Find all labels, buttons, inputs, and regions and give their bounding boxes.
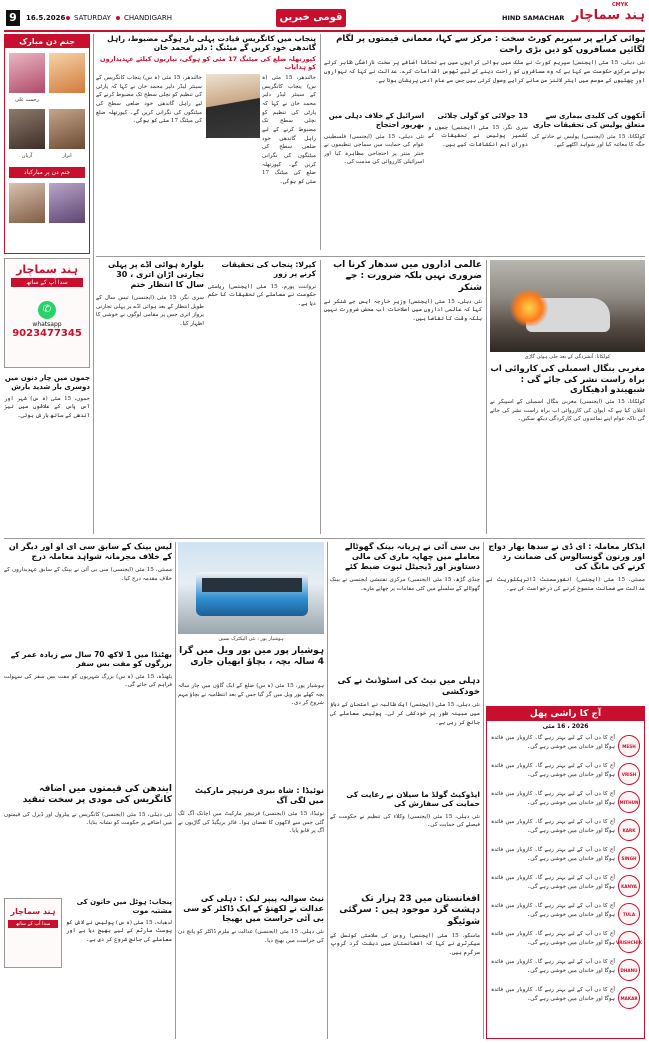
police-story: [428, 112, 528, 252]
ad-box: [4, 258, 90, 368]
body: ہوشیار پور، 15 مئی (ہ س) ضلع کے ایک گاؤں میں چار سالہ بچہ کھلے بور ویل میں گر گیا جس کے بعد انتظامیہ نے بچاؤ مہم شروع کر دی۔: [178, 683, 324, 707]
section-title: قومی خبریں: [276, 9, 346, 27]
zodiac-text: آج کا دن آپ کے لیے بہتر رہے گا۔ کاروبار میں فائدہ ہوگا اور خاندان میں خوشی رہے گی۔: [491, 791, 615, 806]
column-rule: [93, 34, 94, 534]
column-rule: [327, 542, 328, 1039]
body: نئی دہلی، 15 مئی (ایجنسی) ایک طالبہ نے امتحان کے دباؤ میں مبینہ طور پر خودکشی کر لی۔ پولیس معاملے کی جانچ کر رہی ہے۔: [330, 702, 480, 726]
headline: افغانستان میں 23 ہزار تک دہشت گرد موجود ہیں : سرگئی شوئیگو: [339, 894, 480, 927]
haryana-story: [330, 542, 480, 672]
whatsapp-icon: ✆: [38, 301, 56, 319]
ad-brand: ہند سماچار: [16, 263, 78, 276]
fuel-story: [4, 784, 172, 894]
birthday-name: رحمت علی: [15, 97, 39, 103]
zodiac-sign-icon: KARK: [618, 819, 640, 841]
ed-story: [486, 542, 645, 702]
body: نئی دہلی، 15 مئی (ایجنسی) وزیر خارجہ ایس جے شنکر نے کہا کہ عالمی اداروں میں اصلاحات اب محض ضرورت نہیں بلکہ وقت کا تقاضا ہیں۔: [324, 298, 482, 323]
bullet-icon: [116, 16, 120, 20]
horoscope-date: 2026 ، 16 مئی: [542, 723, 589, 730]
zodiac-row: [491, 788, 640, 816]
headline: ہوشیار پور میں بور ویل میں گرا 4 سالہ بچہ ، بچاؤ ابھیان جاری: [179, 646, 324, 668]
zodiac-sign-icon: MESH: [618, 735, 640, 757]
zodiac-text: آج کا دن آپ کے لیے بہتر رہے گا۔ کاروبار میں فائدہ ہوگا اور خاندان میں خوشی رہے گی۔: [491, 987, 615, 1002]
body: ماسکو، 15 مئی (ایجنسی) روس کی سلامتی کونسل کے سیکرٹری نے کہا کہ افغانستان میں دہشت گرد گروپ سرگرم ہیں۔: [330, 932, 480, 957]
zodiac-sign-icon: VRISHCHIK: [618, 931, 640, 953]
body: نئی دہلی، 15 مئی (ایجنسی) فلسطینی عوام کی حمایت میں سماجی تنظیموں نے جنتر منتر پر احتجاجی مظاہرہ کیا اور اسرائیلی کارروائی کی مذمت کی۔: [324, 133, 424, 166]
zodiac-row: [491, 844, 640, 872]
body: جالندھر، 15 مئی (ہ س) پنجاب کانگریس کے سینئر لیڈر دلیر محمد خان نے کہا کہ پارٹی کی تنظیم کو نچلی سطح تک مضبوط کرنے کے لیے راہل گاندھی خود ضلعی سطح کی میٹنگوں کی نگرانی کریں گے۔ کپورتھلہ ضلع کی میٹنگ 17 مئی کو ہوگی۔: [262, 75, 316, 185]
body: سری نگر، 15 مئی (ایجنسی) جموں و کشمیر پولیس نے تحقیقات کے دوران اہم انکشافات کیے ہیں۔: [428, 124, 528, 149]
headline: ایڈکار معاملہ : ای ڈی نے سدھا بھار دواج اور ورنون گونسالوس کی ضمانت رد کرنے کی مانگ کی: [488, 542, 645, 571]
bullet-icon: [66, 16, 70, 20]
zodiac-list: [487, 732, 644, 1012]
zodiac-text: آج کا دن آپ کے لیے بہتر رہے گا۔ کاروبار میں فائدہ ہوگا اور خاندان میں خوشی رہے گی۔: [491, 903, 615, 918]
photo-caption: ہوشیار پور : نئی الیکٹرک بسیں: [218, 636, 284, 642]
headline: مغربی بنگال اسمبلی کی کاروائی اب براہ راست نشر کی جائے گی : شبھیندو ادھیکاری: [490, 364, 645, 396]
airport-story: [96, 260, 204, 534]
hotel-story: [66, 898, 172, 1039]
row-rule: [96, 256, 645, 257]
burnt-car-photo: [490, 260, 645, 352]
page-number: 9: [6, 10, 20, 26]
headline: نوئیڈا : شاہ بیری فرنیچر مارکیٹ میں لگی آگ: [194, 786, 324, 805]
electric-bus-photo: [178, 542, 324, 634]
zodiac-sign-icon: MAKAR: [618, 987, 640, 1009]
paper-name-en: HIND SAMACHAR: [502, 14, 565, 22]
bengal-story: [490, 260, 645, 534]
fire-flame: [510, 290, 548, 326]
birthday-photo: [49, 109, 85, 149]
headline: بی سی آئی نے ہریانہ بینک گھوٹالے معاملے میں چھاپہ ماری کی مالی دستاویز اور ڈیجیٹل ثبوت ضبط کئے: [344, 542, 480, 571]
headline: کیرلا: پنجاب کی تحقیقات کرنے پر زور: [221, 260, 316, 279]
headline: اسرائیل کے خلاف دہلی میں بھرپور احتجاج: [328, 112, 424, 129]
headline: عالمی اداروں میں سدھار کرنا اب ضروری نہیں بلکہ ضرورت : جے شنکر: [333, 260, 482, 293]
ad-phone: 9023477345: [12, 328, 82, 339]
pension-story: [324, 260, 482, 534]
zodiac-row: [491, 760, 640, 788]
column-rule: [483, 542, 484, 1039]
protest-story: [324, 112, 424, 252]
zodiac-text: آج کا دن آپ کے لیے بہتر رہے گا۔ کاروبار میں فائدہ ہوگا اور خاندان میں خوشی رہے گی۔: [491, 763, 615, 778]
zodiac-text: آج کا دن آپ کے لیے بہتر رہے گا۔ کاروبار میں فائدہ ہوگا اور خاندان میں خوشی رہے گی۔: [491, 931, 615, 946]
zodiac-row: [491, 956, 640, 984]
car-story: [532, 112, 645, 252]
lead-story: [324, 34, 645, 110]
court-story: [178, 894, 324, 1039]
afghan-story: [330, 894, 480, 1039]
zodiac-text: آج کا دن آپ کے لیے بہتر رہے گا۔ کاروبار میں فائدہ ہوگا اور خاندان میں خوشی رہے گی۔: [491, 959, 615, 974]
zodiac-text: آج کا دن آپ کے لیے بہتر رہے گا۔ کاروبار میں فائدہ ہوگا اور خاندان میں خوشی رہے گی۔: [491, 735, 615, 750]
leader-photo: [206, 74, 260, 138]
zodiac-row: [491, 900, 640, 928]
horoscope-title: آج کا راشی پھل: [487, 707, 644, 721]
body: نوئیڈا، 15 مئی (ایجنسی) فرنیچر مارکیٹ میں اچانک آگ لگ گئی جس سے لاکھوں کا نقصان ہوا۔ فائر بریگیڈ کی گاڑیوں نے آگ پر قابو پایا۔: [178, 811, 324, 835]
zodiac-row: [491, 872, 640, 900]
row-rule: [4, 538, 645, 539]
zodiac-sign-icon: KANYA: [618, 875, 640, 897]
ad-tagline: سدا آپ کے ساتھ: [11, 278, 83, 287]
zodiac-text: آج کا دن آپ کے لیے بہتر رہے گا۔ کاروبار میں فائدہ ہوگا اور خاندان میں خوشی رہے گی۔: [491, 875, 615, 890]
body: ترواننت پورم، 15 مئی (ایجنسی) ریاستی حکومت نے معاملے کی تحقیقات کا حکم دیا ہے۔: [208, 283, 316, 308]
birthday-name: ابرار: [62, 153, 72, 159]
masthead: [0, 0, 649, 34]
headline: ایندھن کی قیمتوں میں اضافہ کانگریس کی مودی پر سخت تنقید: [22, 784, 172, 806]
body: سری نگر، 15 مئی (ایجنسی) تیس سال کے طویل انتظار کے بعد ہوائی اڈے پر پہلی تجارتی پرواز اتری جس پر مقامی لوگوں نے خوشی کا اظہار کیا۔: [96, 295, 204, 327]
ad-tagline: سدا آپ کے ساتھ: [8, 920, 58, 928]
photo-caption: کولکاتا: آتشزدگی کے بعد جلی ہوئی گاڑی: [524, 354, 611, 360]
tax-story: [4, 542, 172, 646]
body: لدھیانہ، 15 مئی (ہ س) پولیس نے لاش کو پوسٹ مارٹم کے لیے بھیج دیا ہے اور معاملے کی جانچ شروع کر دی ہے۔: [66, 919, 172, 943]
zodiac-sign-icon: DHANU: [618, 959, 640, 981]
bus-window: [202, 578, 302, 592]
body: نئی دہلی، 15 مئی (ایجنسی) کانگریس نے پیٹرول اور ڈیزل کی قیمتوں میں اضافے پر حکومت کو نشانہ بنایا۔: [4, 811, 172, 827]
body: کولکاتا، 15 مئی (ایجنسی) مغربی بنگال اسمبلی کے اسپیکر نے اعلان کیا ہے کہ ایوان کی کارروائی اب براہ راست نشر کی جائے گی تاکہ عوام اپنے نمائندوں کی کارکردگی دیکھ سکیں۔: [490, 399, 645, 423]
headline: بھٹنڈا میں 1 لاکھ 70 سال سے زیادہ عمر کے بزرگوں کو مفت بس سفر: [10, 650, 172, 669]
paper-logo: ہند سماچار: [571, 8, 645, 23]
header-rule: [4, 30, 645, 32]
kerala-story: [208, 260, 316, 534]
headline: ہوائی کرایے پر سپریم کورٹ سخت : مرکز سے کہا، معمانی قیمتوں پر لگام لگائیں مسافروں کو دیں بڑی راحت: [336, 34, 645, 55]
zodiac-row: [491, 816, 640, 844]
birthday-photo: [9, 109, 45, 149]
headline: دہلی میں نیٹ کی اسٹوڈنٹ نے کی خودکشی: [337, 676, 480, 697]
body: نئی دہلی، 15 مئی (ایجنسی) سپریم کورٹ نے ملک میں ہوائی کرایوں میں بے تحاشا اضافے پر سخت ناراضگی ظاہر کرتے ہوئے مرکزی حکومت سے کہا ہے کہ وہ مسافروں کو راحت دینے کے لیے ٹھوس اقدامات کرے۔ عدالت نے کہا کہ تہواروں اور چھٹیوں کے موسم میں ایئر لائنز من مانے کرایے وصول کرتی ہیں جس سے عام آدمی پریشان ہوتا ہے۔: [324, 60, 645, 84]
headline: 13 جولائی کو گولی چلائی: [437, 112, 528, 120]
zodiac-text: آج کا دن آپ کے لیے بہتر رہے گا۔ کاروبار میں فائدہ ہوگا اور خاندان میں خوشی رہے گی۔: [491, 847, 615, 862]
body: جالندھر، 15 مئی (ہ س) پنجاب کانگریس کے سینئر لیڈر دلیر محمد خان نے کہا کہ پارٹی کی تنظیم کو نچلی سطح تک مضبوط کرنے کے لیے راہل گاندھی خود ضلعی سطح کی میٹنگوں کی نگرانی کریں گے۔ کپورتھلہ ضلع کی میٹنگ 17 مئی کو ہوگی۔: [96, 75, 202, 125]
zodiac-sign-icon: VRISH: [618, 763, 640, 785]
neet-story: [330, 676, 480, 786]
headline: بلوارہ ہوائی اڈے پر پہلی تجارتی اڑان اتری ، 30 سال کا انتظار ختم: [107, 260, 204, 289]
body: کولکاتا، 15 مئی (ایجنسی) پولیس نے حادثے کی جگہ کا معائنہ کیا اور شواہد اکٹھے کیے۔: [532, 133, 645, 149]
body: ممبئی، 15 مئی (ایجنسی) انفورسمنٹ ڈائریکٹوریٹ نے عدالت سے ضمانت منسوخ کرنے کی درخواست کی ہے۔: [486, 577, 645, 592]
body: ممبئی، 15 مئی (ایجنسی) سی بی آئی نے بینک کے سابق عہدیداروں کے خلاف مقدمہ درج کیا۔: [4, 567, 172, 582]
headline: پنجاب: ہوٹل میں خاتون کی مشتبہ موت: [76, 898, 172, 915]
subhead: کپورتھلہ ضلع کی میٹنگ 17 مئی کو ہوگی، تیاریوں کیلئے عہدیداروں کو ہدایات: [100, 54, 316, 71]
zodiac-text: آج کا دن آپ کے لیے بہتر رہے گا۔ کاروبار میں فائدہ ہوگا اور خاندان میں خوشی رہے گی۔: [491, 819, 615, 834]
punjab-story: [96, 34, 316, 252]
body: بٹھنڈہ، 15 مئی (ہ س) بزرگ شہریوں کو مفت بس سفر کی سہولت فراہم کی جائے گی۔: [4, 673, 172, 689]
body: نئی دہلی، 15 مئی (ایجنسی) وکلاء کی تنظیم نے حکومت کے فیصلے کی حمایت کی۔: [330, 813, 480, 829]
ad-brand: ہند سماچار: [10, 907, 56, 916]
zodiac-row: [491, 732, 640, 760]
horoscope-box: [486, 706, 645, 1039]
birthday-name: آریان: [21, 153, 33, 159]
birthday-caption: جنم دن پر مبارکباد: [9, 167, 85, 178]
fire-story: [178, 786, 324, 890]
zodiac-sign-icon: TULA: [618, 903, 640, 925]
birthday-box: [4, 34, 90, 254]
header-city: CHANDIGARH: [124, 14, 172, 22]
column-rule: [486, 260, 487, 534]
column-rule: [320, 34, 321, 250]
birthday-photo: [49, 53, 85, 93]
birthday-photo: [9, 53, 45, 93]
jammu-story: [4, 374, 90, 504]
zodiac-row: [491, 984, 640, 1012]
birthday-title: جنم دن مبارک: [5, 35, 89, 48]
headline: آنکھوں کی کلیدی بیماری سے متعلق پولیس کی تحقیقات جاری: [533, 112, 645, 129]
column-rule: [175, 542, 176, 1039]
cmyk-mark: CMYK: [612, 2, 629, 8]
header-date: 16.5.2026: [26, 14, 66, 22]
zodiac-sign-icon: SINGH: [618, 847, 640, 869]
headline: نیٹ سوالیہ پیپر لیک : دہلی کی عدالت نے لکھنؤ کے ایک ڈاکٹر کو سی بی آئی حراست میں بھیجا: [183, 894, 324, 923]
headline: ایڈوکیٹ گولڈ ما سیلان نے رعایت کی حمایت کی سفارش کی: [346, 790, 480, 809]
headline: پنجاب میں کانگریس قیادت پہلی بار ہوگی مضبوط، راہل گاندھی خود کریں گے میٹنگ : دلیر محمد خان: [107, 34, 316, 53]
zodiac-row: [491, 928, 640, 956]
bus-story: [178, 542, 324, 782]
zodiac-sign-icon: MITHUN: [618, 791, 640, 813]
header-day: SATURDAY: [74, 14, 111, 22]
birthday-photo: [49, 183, 85, 223]
ad-box-2: [4, 898, 62, 968]
body: نئی دہلی، 15 مئی (ایجنسی) عدالت نے ملزم ڈاکٹر کو پانچ دن کی حراست میں بھیج دیا۔: [178, 929, 324, 944]
lin-story: [330, 790, 480, 890]
bhiwani-story: [4, 650, 172, 780]
birthday-photo: [9, 183, 45, 223]
body: جموں، 15 مئی (ہ س) شہر اور آس پاس کے علاقوں میں تیز آندھی کے ساتھ بارش ہوئی۔: [4, 395, 90, 419]
column-rule: [320, 260, 321, 534]
headline: جموں میں چار دنوں میں دوسری بار شدید بارش: [4, 374, 90, 391]
body: چنڈی گڑھ، 15 مئی (ایجنسی) مرکزی تفتیشی ایجنسی نے بینک گھوٹالے کے سلسلے میں کئی مقامات پر چھاپے مارے۔: [330, 577, 480, 592]
whatsapp-label: whatsapp: [32, 321, 62, 328]
headline: لیس بینک کے سابق سی ای او اور دیگر ان کے خلاف مجرمانہ شواہد معاملہ درج: [8, 542, 172, 561]
